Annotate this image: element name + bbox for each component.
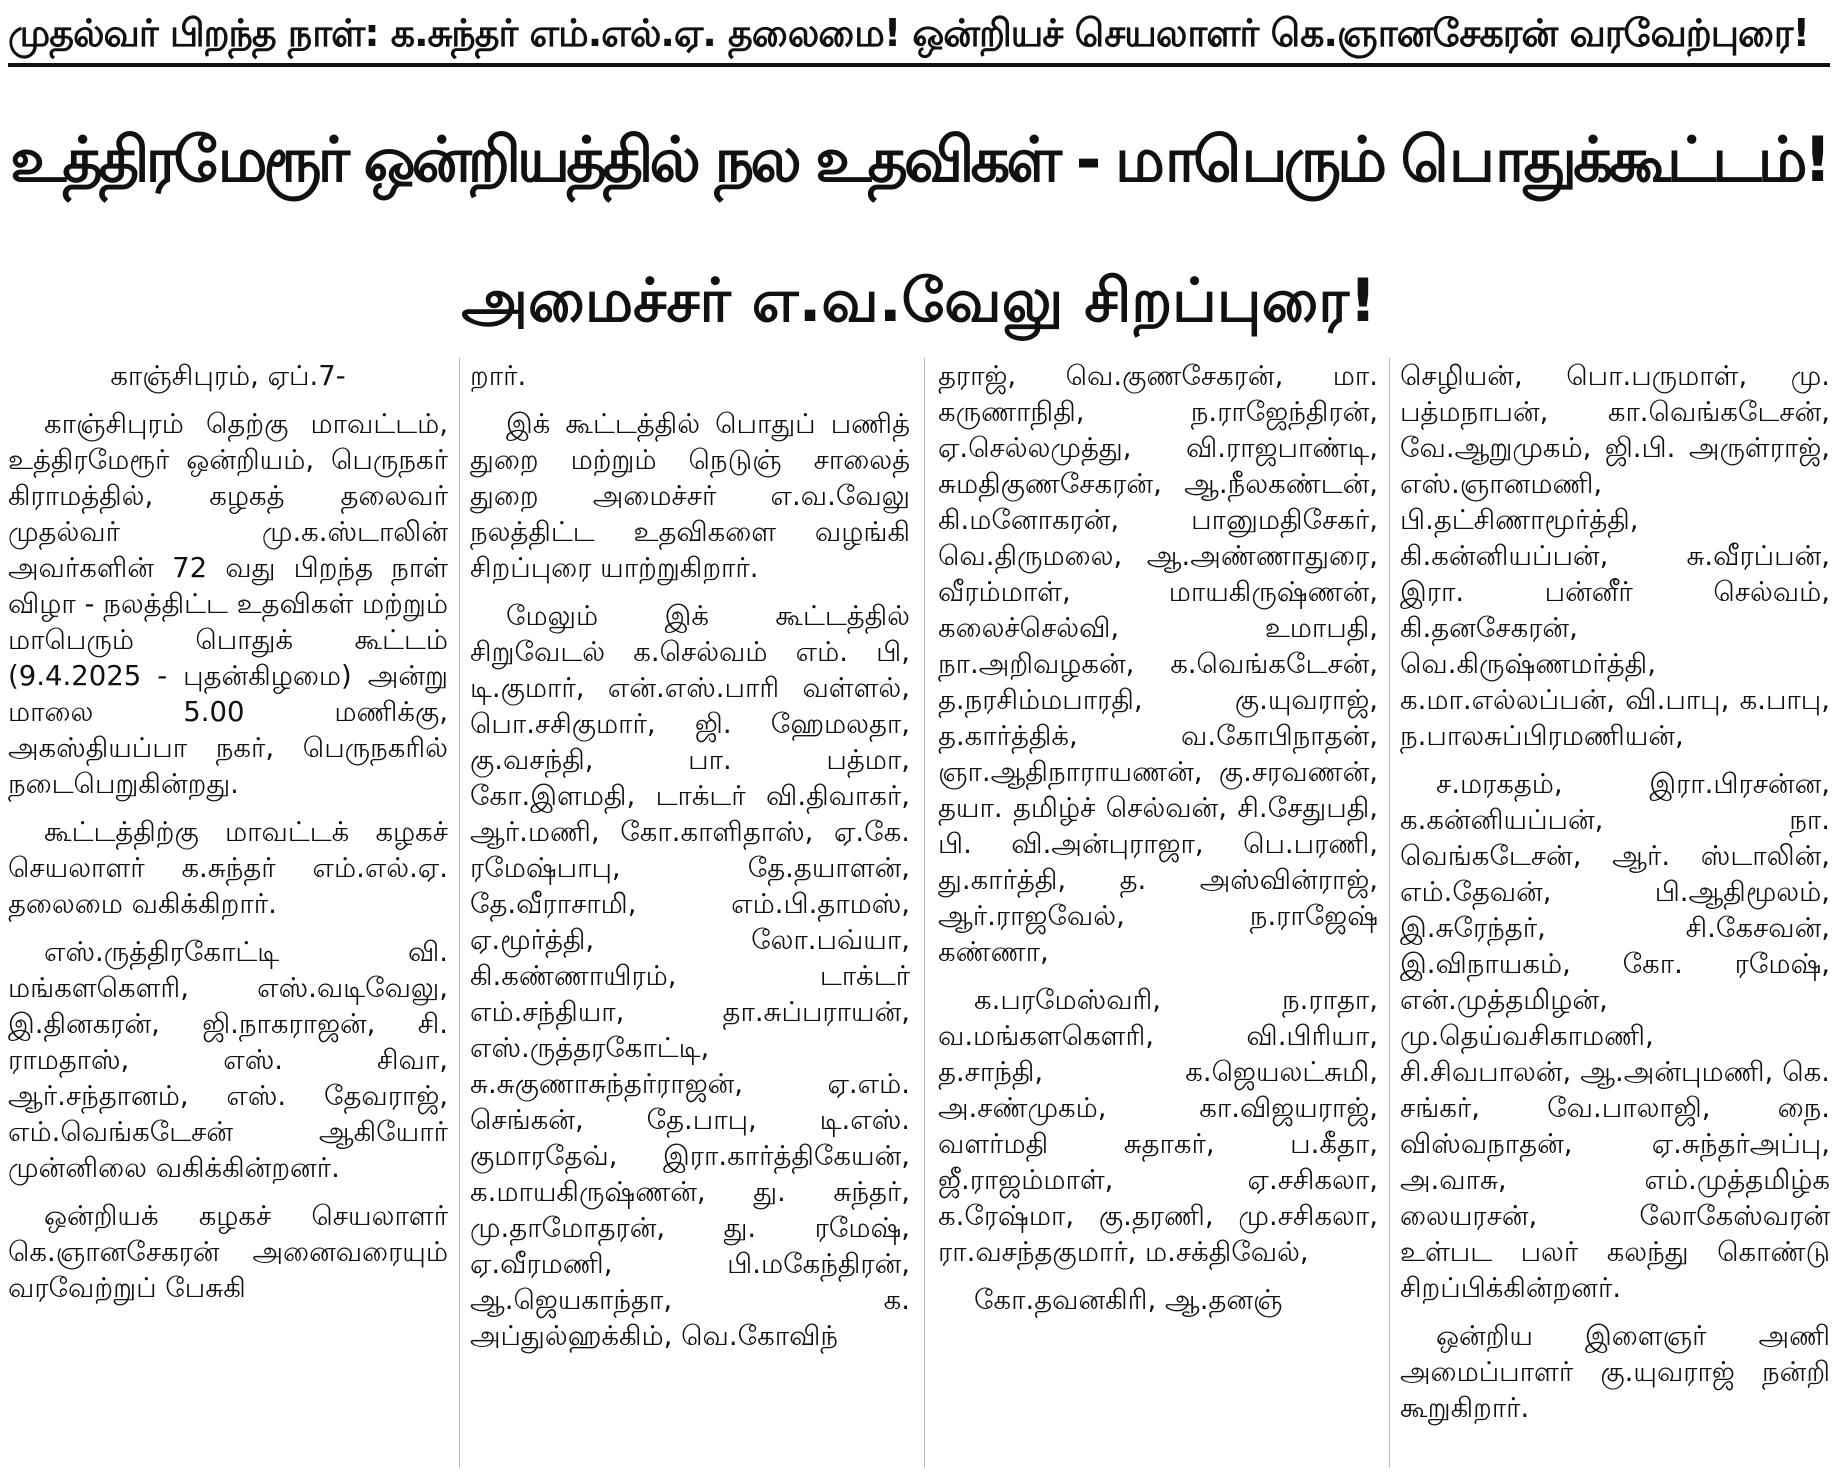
paragraph: ச.மரகதம், இரா.பிரசன்ன, க.கன்னியப்பன், நா. வெங்கடேசன், ஆர். ஸ்டாலின், எம்.தேவன், பி.ஆதிமூலம், இ.சுரேந்தர், சி.கேசவன், இ.விநாயகம், கோ. ரமேஷ், என்.முத்தமிழன், மு.தெய்வசிகாமணி, சி.சிவபாலன், ஆ.அன்புமணி, கெ. சங்கர், வே.பாலாஜி, நை. விஸ்வநாதன், ஏ.சுந்தர்அப்பு, அ.வாசு, எம்.முத்தமிழ்க லையரசன், லோகேஸ்வரன் உள்பட பலர் கலந்து கொண்டு சிறப்பிக்கின்றனர். [1400,768,1830,1304]
paragraph: கூட்டத்திற்கு மாவட்டக் கழகச் செயலாளர் க.சுந்தர் எம்.எல்.ஏ. தலைமை வகிக்கிறார். [8,816,448,920]
paragraph: செழியன், பொ.பருமாள், மு. பத்மநாபன், கா.வெங்கடேசன், வே.ஆறுமுகம், ஜி.பி. அருள்ராஜ், எஸ்.ஞானமணி, பி.தட்சிணாமூர்த்தி, கி.கன்னியப்பன், சு.வீரப்பன், இரா. பன்னீர் செல்வம், கி.தனசேகரன், வெ.கிருஷ்ணமர்த்தி, க.மா.எல்லப்பன், வி.பாபு, க.பாபு, ந.பாலசுப்பிரமணியன், [1400,360,1830,752]
article-column-3 [938,358,1378,1473]
kicker-line: முதல்வர் பிறந்த நாள்: க.சுந்தர் எம்.எல்.ஏ. தலைமை! ஒன்றியச் செயலாளர் கெ.ஞானசேகரன் வரவேற்புரை! [8,11,1809,55]
column-divider [1389,358,1390,1468]
article-column-4 [1400,358,1830,1473]
paragraph: ஒன்றிய இளைஞர் அணி அமைப்பாளர் கு.யுவராஜ் நன்றி கூறுகிறார். [1400,1320,1830,1424]
paragraph: எஸ்.ருத்திரகோட்டி வி. மங்களகௌரி, எஸ்.வடிவேலு, இ.தினகரன், ஜி.நாகராஜன், சி. ராமதாஸ், எஸ். சிவா, ஆர்.சந்தானம், எஸ். தேவராஜ், எம்.வெங்கடேசன் ஆகியோர் முன்னிலை வகிக்கின்றனர். [8,936,448,1184]
headline: உத்திரமேரூர் ஒன்றியத்தில் நல உதவிகள் - மாபெரும் பொதுக்கூட்டம்! [10,123,1828,196]
paragraph: காஞ்சிபுரம் தெற்கு மாவட்டம், உத்திரமேரூர் ஒன்றியம், பெருநகர் கிராமத்தில், கழகத் தலைவர் முதல்வர் மு.க.ஸ்டாலின் அவர்களின் 72 வது பிறந்த நாள் விழா - நலத்திட்ட உதவிகள் மற்றும் மாபெரும் பொதுக் கூட்டம் (9.4.2025 - புதன்கிழமை) அன்று மாலை 5.00 மணிக்கு, அகஸ்தியப்பா நகர், பெருநகரில் நடைபெறுகின்றது. [8,408,448,800]
column-divider [459,358,460,1468]
subheadline: அமைச்சர் எ.வ.வேலு சிறப்புரை! [461,266,1377,336]
paragraph: ஒன்றியக் கழகச் செயலாளர் கெ.ஞானசேகரன் அனைவரையும் வரவேற்றுப் பேசுகி [8,1200,448,1304]
dateline: காஞ்சிபுரம், ஏப்.7- [110,360,346,392]
paragraph: றார். [470,360,527,392]
article-column-1 [8,358,448,1473]
article-column-2 [470,358,910,1473]
kicker-rule [8,63,1830,67]
column-divider [924,358,925,1468]
paragraph: மேலும் இக் கூட்டத்தில் சிறுவேடல் க.செல்வம் எம். பி, டி.குமார், என்.எஸ்.பாரி வள்ளல், பொ.சசிகுமார், ஜி. ஹேமலதா, கு.வசந்தி, பா. பத்மா, கோ.இளமதி, டாக்டர் வி.திவாகர், ஆர்.மணி, கோ.காளிதாஸ், ஏ.கே. ரமேஷ்பாபு, தே.தயாளன், தே.வீராசாமி, எம்.பி.தாமஸ், ஏ.மூர்த்தி, லோ.பவ்யா, கி.கண்ணாயிரம், டாக்டர் எம்.சந்தியா, தா.சுப்பராயன், எஸ்.ருத்தரகோட்டி, சு.சுகுணாசுந்தர்ராஜன், ஏ.எம். செங்கன், தே.பாபு, டி.எஸ். குமாரதேவ், இரா.கார்த்திகேயன், க.மாயகிருஷ்ணன், து. சுந்தர், மு.தாமோதரன், து. ரமேஷ், ஏ.வீரமணி, பி.மகேந்திரன், ஆ.ஜெயகாந்தா, க. அப்துல்ஹக்கிம், வெ.கோவிந் [470,600,910,1352]
paragraph: தராஜ், வெ.குணசேகரன், மா. கருணாநிதி, ந.ராஜேந்திரன், ஏ.செல்லமுத்து, வி.ராஜபாண்டி, சுமதிகுணசேகரன், ஆ.நீலகண்டன், கி.மனோகரன், பானுமதிசேகர், வெ.திருமலை, ஆ.அண்ணாதுரை, வீரம்மாள், மாயகிருஷ்ணன், கலைச்செல்வி, உமாபதி, நா.அறிவழகன், க.வெங்கடேசன், த.நரசிம்மபாரதி, கு.யுவராஜ், த.கார்த்திக், வ.கோபிநாதன், ஞா.ஆதிநாராயணன், கு.சரவணன், தயா. தமிழ்ச் செல்வன், சி.சேதுபதி, பி. வி.அன்புராஜா, பெ.பரணி, து.கார்த்தி, த. அஸ்வின்ராஜ், ஆர்.ராஜவேல், ந.ராஜேஷ் கண்ணா, [938,360,1378,968]
paragraph: கோ.தவனகிரி, ஆ.தனஞ் [974,1284,1283,1316]
paragraph: க.பரமேஸ்வரி, ந.ராதா, வ.மங்களகௌரி, வி.பிரியா, த.சாந்தி, க.ஜெயலட்சுமி, அ.சண்முகம், கா.விஜயராஜ், வளர்மதி சுதாகர், ப.கீதா, ஜீ.ராஜம்மாள், ஏ.சசிகலா, க.ரேஷ்மா, கு.தரணி, மு.சசிகலா, ரா.வசந்தகுமார், ம.சக்திவேல், [938,984,1378,1268]
paragraph: இக் கூட்டத்தில் பொதுப் பணித் துறை மற்றும் நெடுஞ் சாலைத் துறை அமைச்சர் எ.வ.வேலு நலத்திட்ட உதவிகளை வழங்கி சிறப்புரை யாற்றுகிறார். [470,408,910,584]
